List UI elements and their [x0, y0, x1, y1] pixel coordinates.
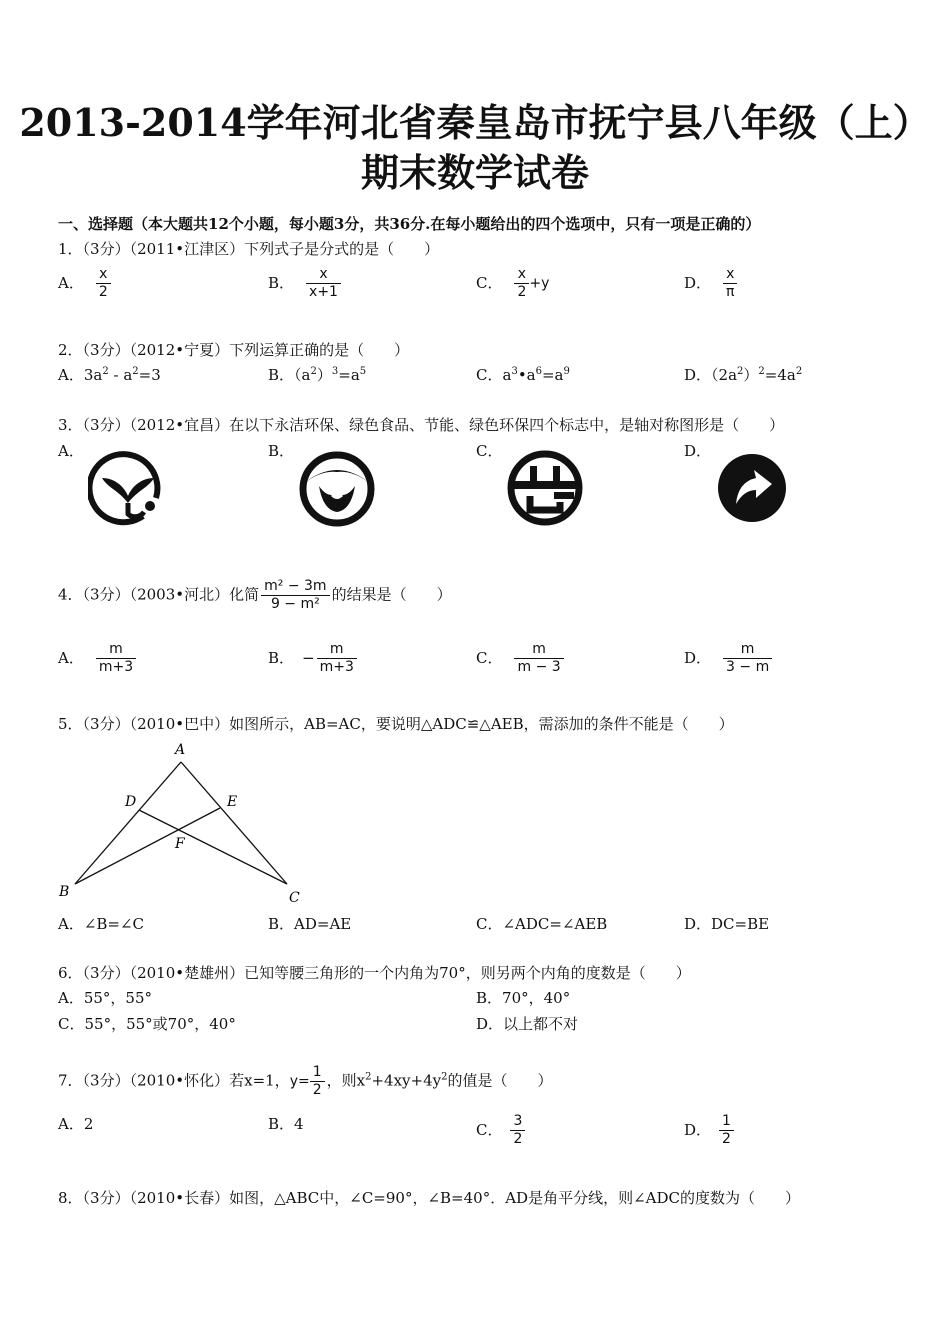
- q4-fraction: [261, 578, 329, 613]
- fraction: [510, 1113, 525, 1148]
- denominator: x+1: [306, 283, 341, 301]
- question-8-stem: 8．（3分）（2010•长春）如图，△ABC中，∠C=90°，∠B=40°．AD是角平分线，则∠ADC的度数为（ ）: [58, 1189, 800, 1207]
- q5-option-b: B．AD=AE: [268, 915, 352, 933]
- option-label: B．: [268, 366, 295, 384]
- numerator: x: [319, 266, 328, 282]
- option-label: B．: [268, 273, 295, 292]
- fraction: [96, 641, 136, 676]
- q5-option-a: A．∠B=∠C: [58, 915, 145, 933]
- denominator: 2: [96, 283, 111, 301]
- numerator: m: [532, 641, 546, 657]
- q7-option-c: [476, 1113, 525, 1148]
- option-label: C．: [476, 1120, 503, 1139]
- q5-option-c: C．∠ADC=∠AEB: [476, 915, 608, 933]
- q3-option-d-label: D．: [684, 442, 712, 460]
- point-c: C: [289, 890, 300, 906]
- denominator: 2: [719, 1130, 734, 1148]
- q4-option-c: [476, 641, 564, 676]
- numerator: 1: [312, 1064, 322, 1080]
- q2-option-b: B．$(a^2)^3=a^5$: [268, 366, 367, 384]
- point-a: A: [175, 742, 186, 758]
- eco-leaf-logo-icon: [88, 448, 168, 528]
- option-label: C．: [476, 366, 503, 384]
- question-7-stem: 7．（3分）（2010•怀化）若x=1，y= $\frac{1}{2}$ ，则$x^2+4xy+4y^2$的值是（ ）: [58, 1064, 553, 1098]
- q1-option-a: [58, 266, 111, 301]
- q6-option-b: B．70°，40°: [476, 989, 571, 1007]
- option-label: A．: [58, 273, 84, 292]
- title-line-2: 期末数学试卷: [360, 150, 589, 195]
- fraction: [514, 641, 563, 676]
- point-b: B: [59, 884, 70, 900]
- q2-option-d: D．$(2a^2)^2=4a^2$: [684, 366, 803, 384]
- triangle-figure: [55, 738, 315, 908]
- fraction: [723, 641, 772, 676]
- numerator: m: [329, 641, 344, 657]
- option-label: C．: [476, 648, 503, 667]
- q5-option-d: D．DC=BE: [684, 915, 770, 933]
- denominator: 2: [310, 1081, 325, 1099]
- q1-option-d: [684, 266, 737, 301]
- question-2-stem: 2．（3分）（2012•宁夏）下列运算正确的是（ ）: [58, 341, 410, 359]
- question-1-stem: 1．（3分）（2011•江津区）下列式子是分式的是（ ）: [58, 240, 440, 258]
- numerator: x: [517, 266, 527, 282]
- fraction: [96, 266, 111, 301]
- option-label: C．: [476, 273, 503, 292]
- title-line-1: 2013-2014学年河北省秦皇岛市抚宁县八年级（上）: [19, 100, 931, 145]
- denominator: m − 3: [514, 658, 563, 676]
- q7-option-d: [684, 1113, 734, 1148]
- point-e: E: [227, 794, 238, 810]
- denominator: 2: [510, 1130, 525, 1148]
- q2-option-c: C．$a^3•a^6=a^9$: [476, 366, 570, 384]
- denominator: 9 − m²: [261, 595, 329, 613]
- numerator: m: [740, 641, 755, 657]
- energy-saving-logo-icon: [504, 448, 586, 528]
- q6-option-d: D．以上都不对: [476, 1015, 579, 1033]
- numerator: 3: [513, 1113, 523, 1129]
- fraction: [719, 1113, 734, 1148]
- q1-option-c: [476, 266, 549, 301]
- q4-prefix: 4．（3分）（2003•河北）化简: [58, 585, 260, 604]
- q6-option-a: A．55°，55°: [58, 989, 153, 1007]
- option-label: D．: [684, 366, 712, 384]
- numerator: 1: [722, 1113, 731, 1129]
- q7-suffix-start: ，则x: [326, 1071, 366, 1090]
- q7-option-b: B．4: [268, 1115, 304, 1133]
- minus-sign: −: [302, 648, 315, 667]
- question-6-stem: 6．（3分）（2010•楚雄州）已知等腰三角形的一个内角为70°，则另两个内角的度数是（ ）: [58, 964, 691, 982]
- fraction-tail: +y: [529, 275, 550, 292]
- denominator: m+3: [96, 658, 136, 676]
- q4-option-d: [684, 641, 772, 676]
- denominator: π: [723, 283, 737, 301]
- fraction: [306, 266, 341, 301]
- question-5-stem: 5．（3分）（2010•巴中）如图所示，AB=AC，要说明△ADC≌△AEB，需添加的条件不能是（ ）: [58, 715, 734, 733]
- numerator: x: [726, 266, 735, 282]
- q7-suffix-end: 的值是（ ）: [447, 1071, 553, 1090]
- q4-suffix: 的结果是（ ）: [331, 585, 452, 604]
- green-food-logo-icon: [297, 450, 377, 528]
- question-4-stem: [58, 578, 452, 613]
- option-label: D．: [684, 273, 712, 292]
- point-f: F: [175, 836, 185, 852]
- option-label: B．: [268, 648, 295, 667]
- q2-option-a: A．$3a^2 - a^2=3$: [58, 366, 161, 384]
- numerator: m: [109, 641, 123, 657]
- numerator: x: [99, 266, 108, 282]
- q6-option-c: C．55°，55°或70°，40°: [58, 1015, 236, 1033]
- option-label: D．: [684, 1120, 712, 1139]
- option-label: A．: [58, 648, 84, 667]
- denominator: m+3: [317, 658, 357, 676]
- q3-option-c-label: C．: [476, 442, 503, 460]
- numerator: m² − 3m: [264, 578, 327, 594]
- fraction: [317, 641, 357, 676]
- point-d: D: [125, 794, 137, 810]
- denominator: 3 − m: [723, 658, 772, 676]
- section-heading: 一、选择题（本大题共12个小题，每小题3分，共36分.在每小题给出的四个选项中，只有一项是正确的）: [58, 215, 761, 233]
- recycle-arrow-logo-icon: [712, 448, 792, 528]
- q4-option-a: [58, 641, 136, 676]
- option-label: A．: [58, 366, 84, 384]
- y-equals: y=: [289, 1073, 310, 1090]
- q7-option-a: A．2: [58, 1115, 94, 1133]
- q3-option-b-label: B．: [268, 442, 295, 460]
- fraction: [723, 266, 737, 301]
- q3-option-a-label: A．: [58, 442, 84, 460]
- option-label: D．: [684, 648, 712, 667]
- fraction: [514, 266, 529, 301]
- q4-option-b: [268, 641, 357, 676]
- y-fraction: [310, 1064, 325, 1099]
- question-3-stem: 3．（3分）（2012•宜昌）在以下永洁环保、绿色食品、节能、绿色环保四个标志中，是轴对称图形是（ ）: [58, 416, 785, 434]
- q7-prefix: 7．（3分）（2010•怀化）若x=1，: [58, 1071, 290, 1090]
- q1-option-b: [268, 266, 341, 301]
- denominator: 2: [514, 283, 529, 301]
